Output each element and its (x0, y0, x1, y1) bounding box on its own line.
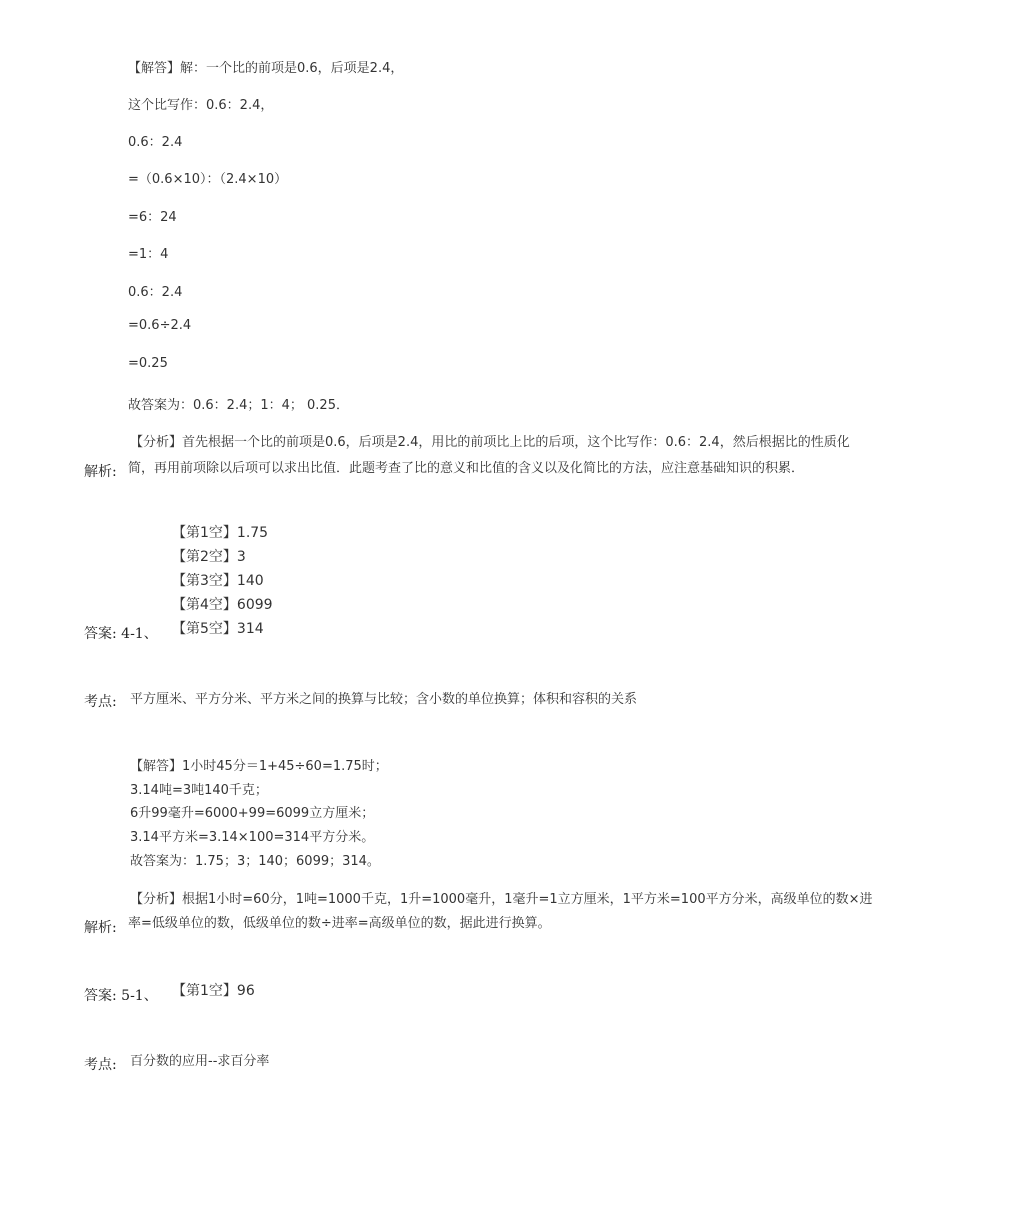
analysis-label: 解析: (84, 464, 117, 480)
solution-line: 【解答】1小时45分＝1+45÷60=1.75时； (130, 759, 388, 774)
solution-line: =6：24 (128, 210, 177, 225)
blank-label: 【第3空】 (172, 573, 237, 589)
blank-answer (172, 980, 255, 1000)
blank-value: 3 (236, 549, 246, 565)
analysis-label: 解析: (84, 920, 117, 936)
blank-value: 96 (236, 983, 255, 999)
blank-label: 【第1空】 (172, 525, 237, 541)
solution-line: 0.6：2.4 (128, 285, 183, 300)
blank-label: 【第2空】 (172, 549, 237, 565)
blank-value: 140 (236, 573, 264, 589)
solution-line: =0.25 (128, 356, 168, 371)
answer-label: 答案: 4-1、 (84, 626, 158, 642)
blank-answer (172, 546, 246, 566)
solution-line: 故答案为：0.6：2.4；1：4； 0.25． (128, 398, 349, 413)
solution-line: =（0.6×10）：（2.4×10） (128, 172, 288, 187)
solution-line: 0.6：2.4 (128, 135, 183, 150)
analysis-line: 率=低级单位的数，低级单位的数÷进率=高级单位的数，据此进行换算。 (128, 916, 551, 931)
solution-line: 3.14吨=3吨140千克； (130, 783, 268, 798)
solution-line: 【解答】解：一个比的前项是0.6，后项是2.4， (128, 61, 404, 76)
answer-label: 答案: 5-1、 (84, 988, 158, 1004)
blank-label: 【第4空】 (172, 597, 237, 613)
blank-label: 【第5空】 (172, 621, 237, 637)
blank-value: 6099 (236, 597, 273, 613)
solution-line: 这个比写作：0.6：2.4， (128, 98, 274, 113)
blank-answer (172, 618, 264, 638)
analysis-line: 【分析】首先根据一个比的前项是0.6，后项是2.4，用比的前项比上比的后项，这个比写作：0.6：2.4，然后根据比的性质化 (130, 435, 850, 450)
blank-value: 1.75 (236, 525, 269, 541)
analysis-line: 【分析】根据1小时=60分，1吨=1000千克，1升=1000毫升，1毫升=1立方厘米，1平方米=100平方分米，高级单位的数×进 (130, 892, 873, 907)
solution-line: 故答案为：1.75；3；140；6099；314。 (130, 854, 380, 869)
solution-line: 3.14平方米=3.14×100=314平方分米。 (130, 830, 375, 845)
blank-answer (172, 570, 264, 590)
kaodian-label: 考点: (84, 1057, 117, 1073)
blank-answer (172, 594, 273, 614)
kaodian-text: 百分数的应用--求百分率 (130, 1054, 270, 1069)
solution-line: =0.6÷2.4 (128, 318, 192, 333)
blank-value: 314 (236, 621, 264, 637)
kaodian-label: 考点: (84, 694, 117, 710)
kaodian-text: 平方厘米、平方分米、平方米之间的换算与比较；含小数的单位换算；体积和容积的关系 (130, 692, 638, 707)
analysis-line: 简，再用前项除以后项可以求出比值．此题考查了比的意义和比值的含义以及化简比的方法，应注意基础知识的积累． (128, 461, 805, 476)
solution-line: 6升99毫升=6000+99=6099立方厘米； (130, 806, 375, 821)
blank-label: 【第1空】 (172, 983, 237, 999)
blank-answer (172, 522, 268, 542)
solution-line: =1：4 (128, 247, 169, 262)
